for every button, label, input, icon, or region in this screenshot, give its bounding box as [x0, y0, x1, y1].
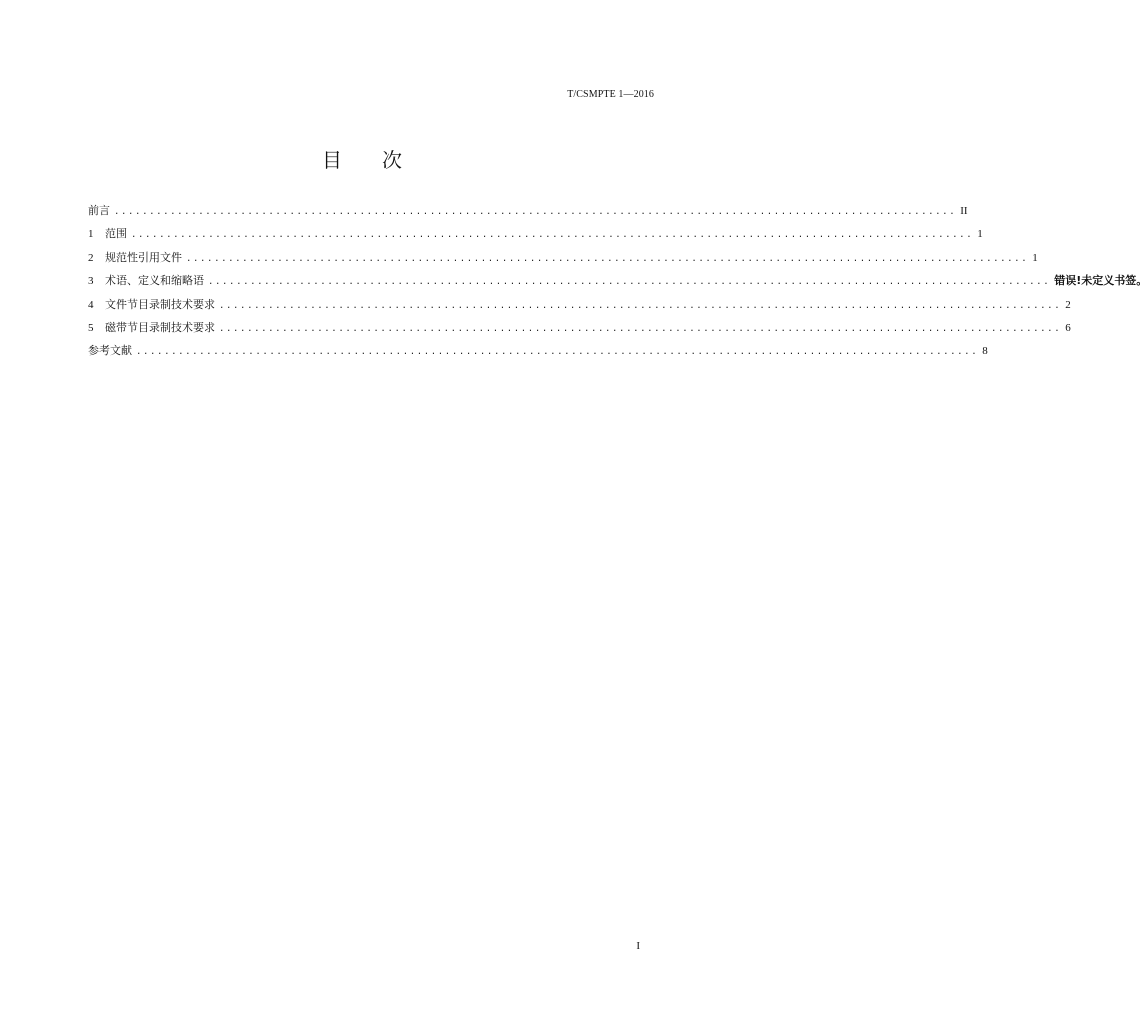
toc-entry-normative-references[interactable]: [88, 249, 1038, 272]
page-number: I: [636, 940, 640, 952]
toc-entry-label: 范围: [105, 227, 127, 241]
title-char-1: 目: [322, 148, 342, 172]
toc-entry-page: 8: [982, 345, 988, 358]
toc-entry-number: 4: [88, 298, 94, 311]
toc-entry-tape-recording[interactable]: [88, 319, 1071, 342]
toc-entry-terms-definitions[interactable]: [88, 272, 1147, 295]
toc-entry-label: 文件节目录制技术要求: [105, 297, 215, 311]
toc-entry-page: 6: [1065, 321, 1071, 334]
toc-leader-dots: ........................................................................................................................: [186, 253, 1029, 264]
toc-entry-number: 2: [88, 251, 94, 264]
toc-entry-label: 磁带节目录制技术要求: [105, 320, 215, 334]
toc-entry-page: II: [960, 205, 968, 217]
title-char-2: 次: [382, 148, 402, 172]
toc-entry-number: 1: [88, 228, 94, 241]
toc-entry-page: 2: [1065, 298, 1071, 311]
page-title: [0, 144, 724, 173]
toc-leader-dots: ........................................................................................................................: [114, 207, 957, 217]
toc-entry-scope[interactable]: [88, 225, 983, 248]
toc-leader-dots: ........................................................................................................................: [136, 347, 979, 358]
toc-entry-page: 1: [977, 228, 983, 241]
toc-leader-dots: ........................................................................................................................: [219, 323, 1062, 334]
toc-entry-bibliography[interactable]: [88, 342, 988, 365]
toc-leader-dots: ........................................................................................................................: [208, 277, 1051, 288]
toc-leader-dots: ........................................................................................................................: [131, 230, 974, 241]
toc-entry-label: 规范性引用文件: [105, 250, 182, 264]
toc-entry-label: 术语、定义和缩略语: [105, 274, 204, 288]
toc-entry-file-recording[interactable]: [88, 296, 1071, 319]
toc-entry-error-text: 错误!未定义书签。: [1054, 274, 1147, 288]
standard-id-header: T/CSMPTE 1—2016: [567, 89, 654, 100]
toc-entry-label: 参考文献: [88, 344, 132, 358]
toc-entry-page: 1: [1032, 251, 1038, 264]
toc-entry-foreword[interactable]: [88, 202, 968, 225]
toc-entry-label: 前言: [88, 204, 110, 217]
toc-entry-number: 3: [88, 275, 94, 288]
toc-leader-dots: ........................................................................................................................: [219, 300, 1062, 311]
table-of-contents: [88, 202, 1147, 366]
toc-entry-number: 5: [88, 321, 94, 334]
